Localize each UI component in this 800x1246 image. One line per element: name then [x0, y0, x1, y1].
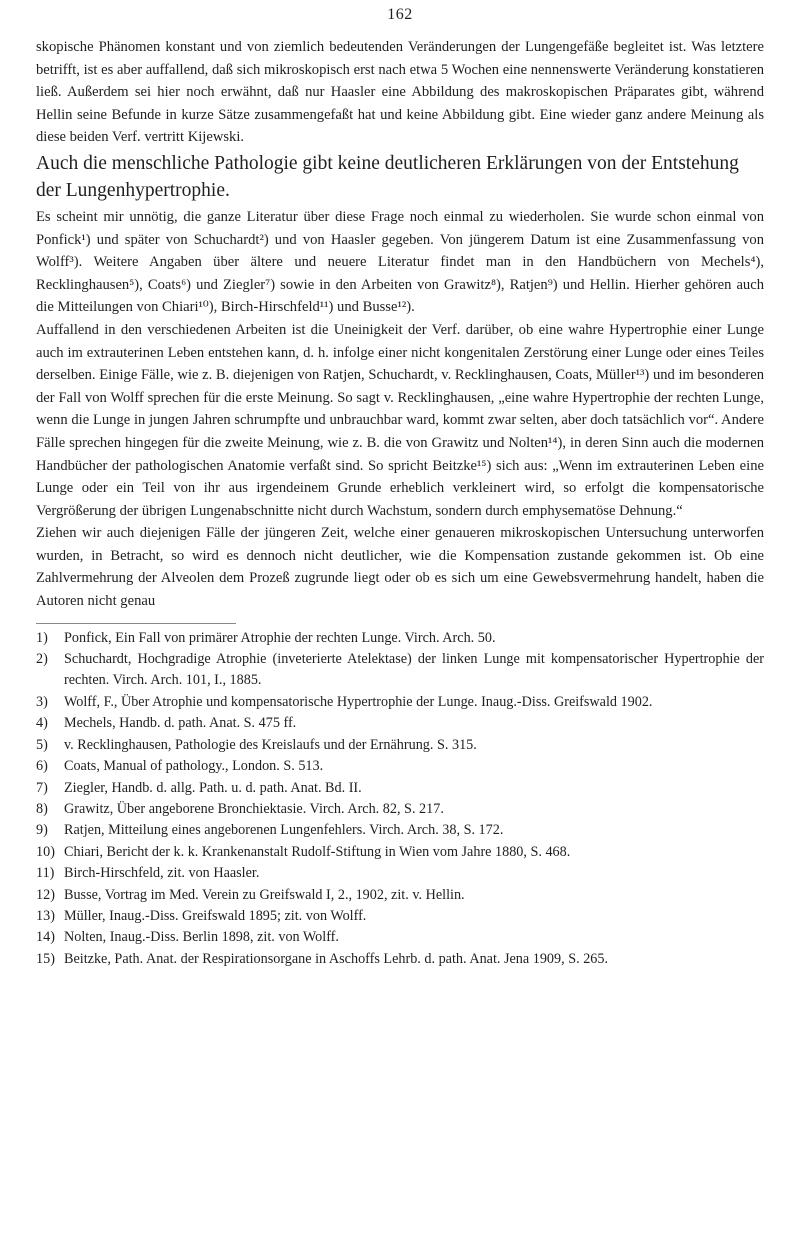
footnote: 11) Birch-Hirschfeld, zit. von Haasler.: [36, 865, 260, 882]
paragraph-literature: Es scheint mir unnötig, die ganze Literatur über diese Frage noch einmal zu wiederholen. Sie wurde schon einmal von Ponfick¹) und später von Schuchardt²) und von Haasler gegeben. Von jüngerem Datum ist eine Zusammenfassung von Wolff³). Weitere Angaben über ältere und neuere Literatur findet man in den Handbüchern von Mechels⁴), Recklinghausen⁵), Coats⁶) und Ziegler⁷) sowie in den Arbeiten von Grawitz⁸), Ratjen⁹) und Hellin. Hierher gehören auch die Mitteilungen von Chiari¹⁰), Birch-Hirschfeld¹¹) und Busse¹²).: [36, 208, 764, 316]
footnote: 9) Ratjen, Mitteilung eines angeborenen Lungenfehlers. Virch. Arch. 38, S. 172.: [36, 822, 504, 839]
footnote: 8) Grawitz, Über angeborene Bronchiektasie. Virch. Arch. 82, S. 217.: [36, 800, 444, 817]
page-number: 162: [387, 6, 413, 23]
body-text: [36, 36, 764, 613]
paragraph-disagreement: Auffallend in den verschiedenen Arbeiten ist die Uneinigkeit der Verf. darüber, ob eine wahre Hypertrophie einer Lunge auch im extrauterinen Leben entstehen kann, d. h. infolge einer nicht kongenitalen Zerstörung einer Lunge oder eines Teiles derselben. Einige Fälle, wie z. B. diejenigen von Ratjen, Schuchardt, v. Recklinghausen, Coats, Müller¹³) und im besonderen der Fall von Wolff sprechen für die erste Meinung. So sagt v. Recklinghausen, „eine wahre Hypertrophie der rechten Lunge, wenn die Lunge in jungen Jahren schrumpfte und unbrauchbar ward, kommt zwar selten, aber doch tatsächlich vor“. Andere Fälle sprechen hingegen für die zweite Meinung, wie z. B. die von Grawitz und Nolten¹⁴), in deren Sinn auch die modernen Handbücher der pathologischen Anatomie verfaßt sind. So spricht Beitzke¹⁵) sich aus: „Wenn im extrauterinen Leben eine Lunge oder ein Teil von ihr aus irgendeinem Grunde erheblich verkleinert wird, so erfolgt die kompensatorische Vergrößerung der übrigen Lungenabschnitte nicht durch Wachstum, sondern durch emphysematöse Dehnung.“: [36, 321, 764, 519]
footnote: 12) Busse, Vortrag im Med. Verein zu Greifswald I, 2., 1902, zit. v. Hellin.: [36, 886, 465, 903]
footnotes: [36, 628, 764, 971]
footnote: 3) Wolff, F., Über Atrophie und kompensatorische Hypertrophie der Lunge. Inaug.-Diss. Greifswald 1902.: [36, 693, 653, 710]
footnote: 15) Beitzke, Path. Anat. der Respirationsorgane in Aschoffs Lehrb. d. path. Anat. Jena 1909, S. 265.: [36, 950, 609, 967]
paragraph-intro: skopische Phänomen konstant und von ziemlich bedeutenden Veränderungen der Lungengefäße begleitet ist. Was letztere betrifft, ist es aber auffallend, daß sich mikroskopisch erst nach etwa 5 Wochen eine nennenswerte Veränderung konstatieren ließ. Außerdem sei hier noch erwähnt, daß nur Haasler eine Abbildung des makroskopischen Präparates gibt, während Hellin seine Befunde in kurze Sätze zusammengefaßt hat und keine Abbildung gibt. Eine wieder ganz andere Meinung als diese beiden Verf. vertritt Kijewski.: [36, 39, 764, 146]
footnote: 5) v. Recklinghausen, Pathologie des Kreislaufs und der Ernährung. S. 315.: [36, 736, 477, 753]
footnote: 7) Ziegler, Handb. d. allg. Path. u. d. path. Anat. Bd. II.: [36, 779, 362, 796]
section-heading: Auch die menschliche Pathologie gibt keine deutlicheren Erklärungen von der Entstehung der Lungenhypertrophie.: [36, 152, 739, 201]
footnote: 10) Chiari, Bericht der k. k. Krankenanstalt Rudolf-Stiftung in Wien vom Jahre 1880, S. 468.: [36, 843, 571, 860]
footnote: 1) Ponfick, Ein Fall von primärer Atrophie der rechten Lunge. Virch. Arch. 50.: [36, 629, 496, 646]
footnote: 6) Coats, Manual of pathology., London. S. 513.: [36, 758, 324, 775]
footnote-divider: [36, 623, 236, 624]
footnote: 13) Müller, Inaug.-Diss. Greifswald 1895; zit. von Wolff.: [36, 907, 367, 924]
footnote: 2) Schuchardt, Hochgradige Atrophie (inveterierte Atelektase) der linken Lunge mit kompensatorischer Hypertrophie der rechten. Virch. Arch. 101, I., 1885.: [36, 651, 764, 689]
footnote: 4) Mechels, Handb. d. path. Anat. S. 475 ff.: [36, 715, 297, 732]
paragraph-compensation: Ziehen wir auch diejenigen Fälle der jüngeren Zeit, welche einer genaueren mikroskopischen Untersuchung unterworfen wurden, in Betracht, so wird es dennoch nicht deutlicher, wie die Kompensation zustande gekommen ist. Ob eine Zahlvermehrung der Alveolen dem Prozeß zugrunde liegt oder ob es sich um eine Gewebsvermehrung handelt, haben die Autoren nicht genau: [36, 525, 764, 610]
footnote: 14) Nolten, Inaug.-Diss. Berlin 1898, zit. von Wolff.: [36, 929, 339, 946]
